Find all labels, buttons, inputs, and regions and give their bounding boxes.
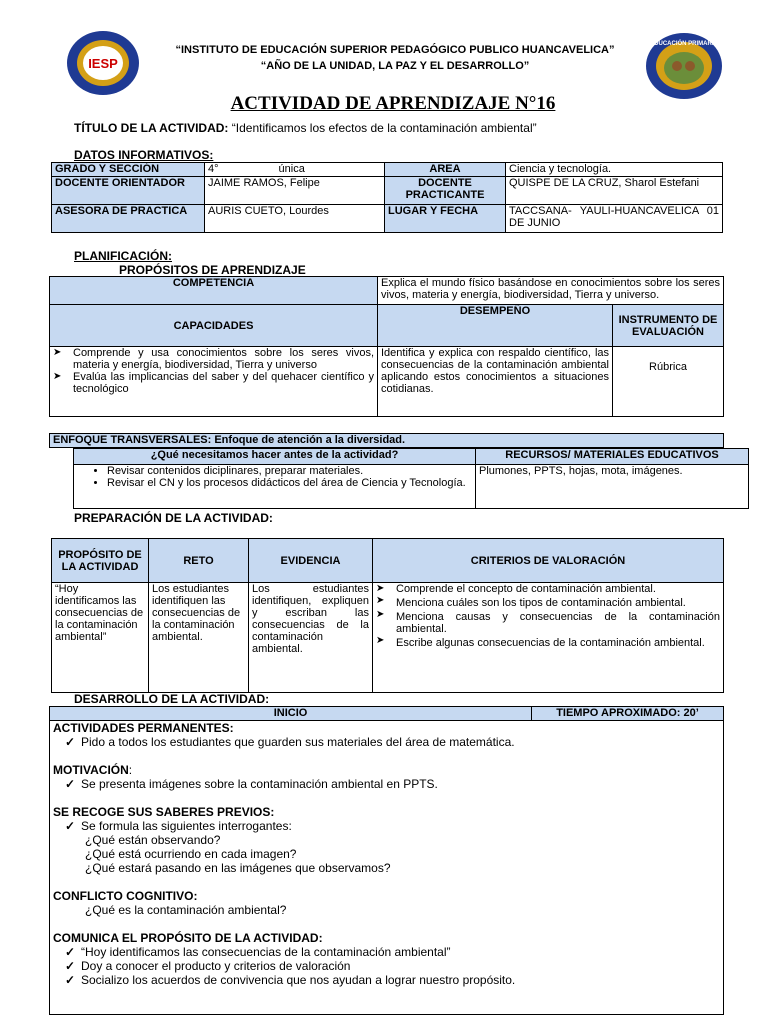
desempeno-value: Identifica y explica con respaldo científico, las consecuencias de la contaminación ambiental aplicando estos conocimientos a situaciones cotidianas.: [378, 347, 613, 417]
criterios-header: CRITERIOS DE VALORACIÓN: [373, 539, 724, 583]
area-value: Ciencia y tecnología.: [506, 163, 723, 177]
saberes-question: ¿Qué están observando?: [85, 833, 221, 847]
propositos-heading: PROPÓSITOS DE APRENDIZAJE: [119, 263, 306, 277]
inicio-header: INICIO: [50, 707, 532, 721]
datos-table: [51, 162, 723, 233]
competencia-value: Explica el mundo físico basándose en conocimientos sobre los seres vivos, materia y energía, biodiversidad, Tierra y universo.: [378, 277, 724, 305]
recursos-table: [73, 448, 749, 509]
desarrollo-table: [49, 706, 724, 1015]
evidencia-value: Los estudiantes identifiquen, expliquen y escriban las consecuencias de la contaminación ambiental.: [249, 583, 373, 693]
recursos-value: Plumones, PPTS, hojas, mota, imágenes.: [476, 465, 749, 509]
comunica-item: ✓ Doy a conocer el producto y criterios de valoración: [53, 959, 720, 973]
inicio-content: [50, 721, 724, 1015]
saberes-item: ✓ Se formula las siguientes interrogantes:: [53, 819, 720, 833]
lugar-value: TACCSANA- YAULI-HUANCAVELICA 01 DE JUNIO: [506, 205, 723, 233]
comunica-label: COMUNICA EL PROPÓSITO DE LA ACTIVIDAD:: [53, 931, 323, 945]
planificacion-heading: PLANIFICACIÓN:: [74, 249, 172, 263]
criterio-item: ➤ Escribe algunas consecuencias de la contaminación ambiental.: [376, 635, 720, 649]
instrumento-value: Rúbrica: [613, 347, 724, 417]
saberes-question: ¿Qué está ocurriendo en cada imagen?: [85, 847, 297, 861]
capacidad-item: ➤ Evalúa las implicancias del saber y del quehacer científico y tecnológico: [53, 371, 374, 395]
comunica-item: ✓ “Hoy identificamos las consecuencias de la contaminación ambiental”: [53, 945, 720, 959]
asesora-value: AURIS CUETO, Lourdes: [205, 205, 385, 233]
instrumento-header: INSTRUMENTO DE EVALUACIÓN: [613, 305, 724, 347]
activity-title-value: “Identificamos los efectos de la contaminación ambiental”: [231, 121, 537, 135]
docente-practicante-label: DOCENTE PRACTICANTE: [385, 177, 506, 205]
page-title: ACTIVIDAD DE APRENDIZAJE N°16: [230, 93, 556, 114]
antes-item: • Revisar el CN y los procesos didácticos del área de Ciencia y Tecnología.: [107, 477, 472, 489]
asesora-label: ASESORA DE PRACTICA: [52, 205, 205, 233]
grado-label: GRADO Y SECCIÓN: [52, 163, 205, 177]
conflicto-label: CONFLICTO COGNITIVO:: [53, 889, 198, 903]
enfoque-table: [49, 433, 724, 448]
permanentes-label: ACTIVIDADES PERMANENTES:: [53, 721, 234, 735]
capacidades-header: CAPACIDADES: [50, 305, 378, 347]
right-logo-text: EDUCACIÓN PRIMARIA: [650, 41, 718, 47]
grado-value: 4° única: [205, 163, 385, 177]
competencia-label: COMPETENCIA: [50, 277, 378, 305]
criterio-item: ➤ Comprende el concepto de contaminación ambiental.: [376, 583, 720, 595]
reto-value: Los estudiantes identifiquen las consecuencias de la contaminación ambiental.: [149, 583, 249, 693]
motivacion-item: ✓ Se presenta imágenes sobre la contaminación ambiental en PPTS.: [53, 777, 720, 791]
criterio-item: ➤ Menciona cuáles son los tipos de contaminación ambiental.: [376, 595, 720, 609]
desarrollo-heading: DESARROLLO DE LA ACTIVIDAD:: [74, 692, 270, 706]
evidencia-header: EVIDENCIA: [249, 539, 373, 583]
datos-heading: DATOS INFORMATIVOS:: [74, 148, 214, 162]
motivacion-label-row: MOTIVACIÓN:: [53, 763, 133, 777]
activity-title-label: TÍTULO DE LA ACTIVIDAD:: [74, 121, 229, 135]
tiempo-header: TIEMPO APROXIMADO: 20’: [532, 707, 724, 721]
comunica-item: ✓ Socializo los acuerdos de convivencia que nos ayudan a lograr nuestro propósito.: [53, 973, 720, 987]
proposito-header: PROPÓSITO DE LA ACTIVIDAD: [52, 539, 149, 583]
iesp-logo: [66, 30, 140, 96]
proposito-value: “Hoy identificamos las consecuencias de la contaminación ambiental”: [52, 583, 149, 693]
enfoque-label: ENFOQUE TRANSVERSALES: Enfoque de atención a la diversidad.: [50, 434, 724, 448]
saberes-label: SE RECOGE SUS SABERES PREVIOS:: [53, 805, 275, 819]
antes-item: • Revisar contenidos diciplinares, preparar materiales.: [107, 465, 472, 477]
institute-name: “INSTITUTO DE EDUCACIÓN SUPERIOR PEDAGÓGICO PUBLICO HUANCAVELICA”: [175, 44, 615, 56]
lugar-label: LUGAR Y FECHA: [385, 205, 506, 233]
educacion-primaria-logo: [645, 32, 723, 100]
propositos-table: [49, 276, 724, 417]
preparacion-heading: PREPARACIÓN DE LA ACTIVIDAD:: [74, 511, 273, 525]
capacidades-cell: [50, 347, 378, 417]
left-logo-text: IESP: [88, 56, 118, 71]
permanentes-item: ✓ Pido a todos los estudiantes que guarden sus materiales del área de matemática.: [53, 735, 720, 749]
conflicto-question: ¿Qué es la contaminación ambiental?: [85, 903, 287, 917]
saberes-question: ¿Qué estará pasando en las imágenes que observamos?: [85, 861, 391, 875]
activity-title: [74, 121, 537, 135]
year-motto: “AÑO DE LA UNIDAD, LA PAZ Y EL DESARROLLO”: [260, 60, 530, 72]
desempeno-header: DESEMPEÑO: [378, 305, 613, 347]
criterios-cell: [373, 583, 724, 693]
docente-orientador-value: JAIME RAMOS, Felipe: [205, 177, 385, 205]
recursos-header: RECURSOS/ MATERIALES EDUCATIVOS: [476, 449, 749, 465]
reto-header: RETO: [149, 539, 249, 583]
docente-orientador-label: DOCENTE ORIENTADOR: [52, 177, 205, 205]
antes-cell: [74, 465, 476, 509]
criterio-item: ➤ Menciona causas y consecuencias de la contaminación ambiental.: [376, 609, 720, 635]
area-label: AREA: [385, 163, 506, 177]
capacidad-item: ➤ Comprende y usa conocimientos sobre los seres vivos, materia y energía, biodiversidad, Tierra y universo: [53, 347, 374, 371]
docente-practicante-value: QUISPE DE LA CRUZ, Sharol Estefani: [506, 177, 723, 205]
antes-header: ¿Qué necesitamos hacer antes de la actividad?: [74, 449, 476, 465]
preparacion-table: [51, 538, 724, 693]
